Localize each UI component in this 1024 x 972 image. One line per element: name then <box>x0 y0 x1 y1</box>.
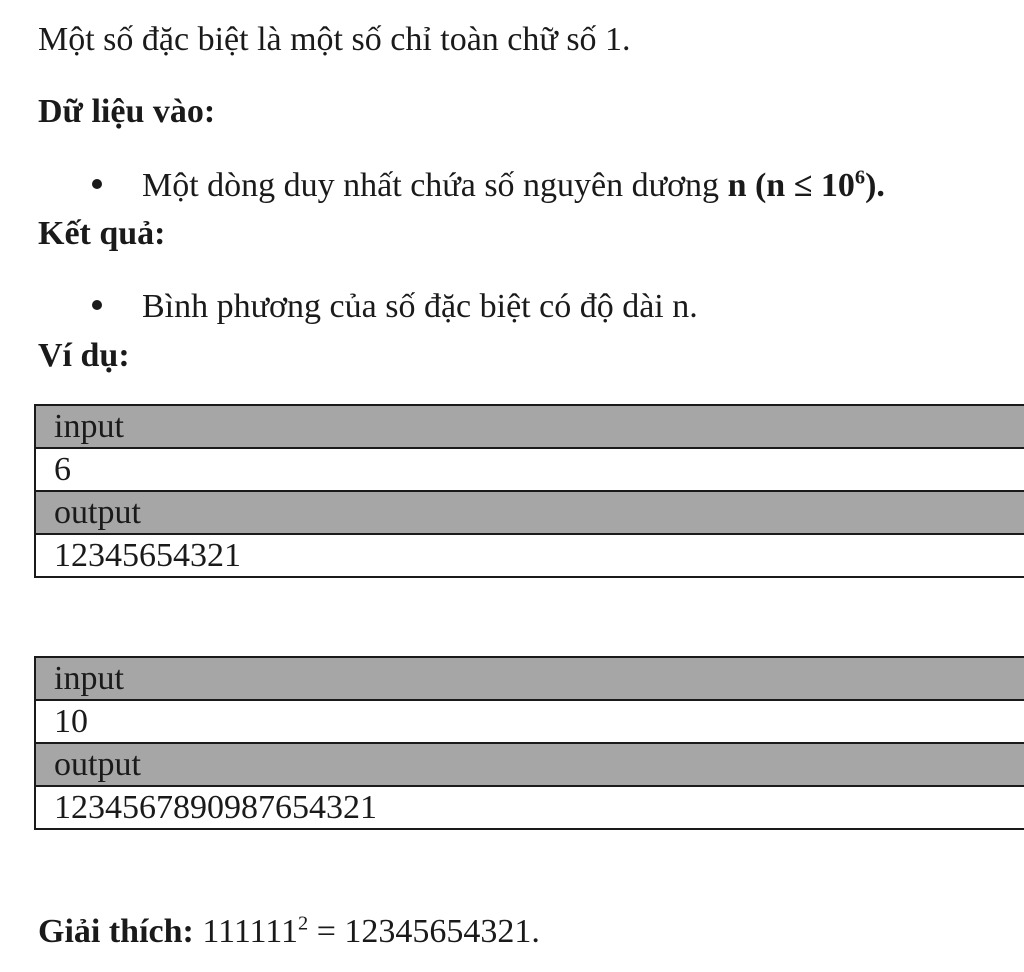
constraint-exponent: 6 <box>854 166 866 189</box>
input-constraint: n (n ≤ 10 <box>727 167 855 204</box>
output-label: output <box>35 743 1024 786</box>
output-heading: Kết quả: <box>38 215 166 252</box>
explanation <box>38 912 540 952</box>
input-heading: Dữ liệu vào: <box>38 93 216 130</box>
explanation-label: Giải thích: <box>38 913 194 950</box>
input-bullet <box>92 166 885 206</box>
bullet-icon <box>92 179 102 189</box>
constraint-end: ). <box>865 167 885 204</box>
explanation-result: = 12345654321. <box>308 913 540 950</box>
example-table-2 <box>34 656 1024 830</box>
input-value: 6 <box>35 448 1024 491</box>
output-bullet <box>92 287 698 327</box>
intro-text: Một số đặc biệt là một số chỉ toàn chữ số 1. <box>38 21 631 58</box>
output-bullet-text: Bình phương của số đặc biệt có độ dài n. <box>142 288 698 325</box>
output-label: output <box>35 491 1024 534</box>
explanation-exponent: 2 <box>298 912 309 935</box>
input-value: 10 <box>35 700 1024 743</box>
output-value: 12345654321 <box>35 534 1024 577</box>
input-label: input <box>35 657 1024 700</box>
explanation-base: 111111 <box>193 913 299 950</box>
input-label: input <box>35 405 1024 448</box>
input-bullet-text: Một dòng duy nhất chứa số nguyên dương <box>142 167 728 204</box>
example-table-1 <box>34 404 1024 578</box>
output-value: 1234567890987654321 <box>35 786 1024 829</box>
bullet-icon <box>92 300 102 310</box>
example-heading: Ví dụ: <box>38 337 130 374</box>
